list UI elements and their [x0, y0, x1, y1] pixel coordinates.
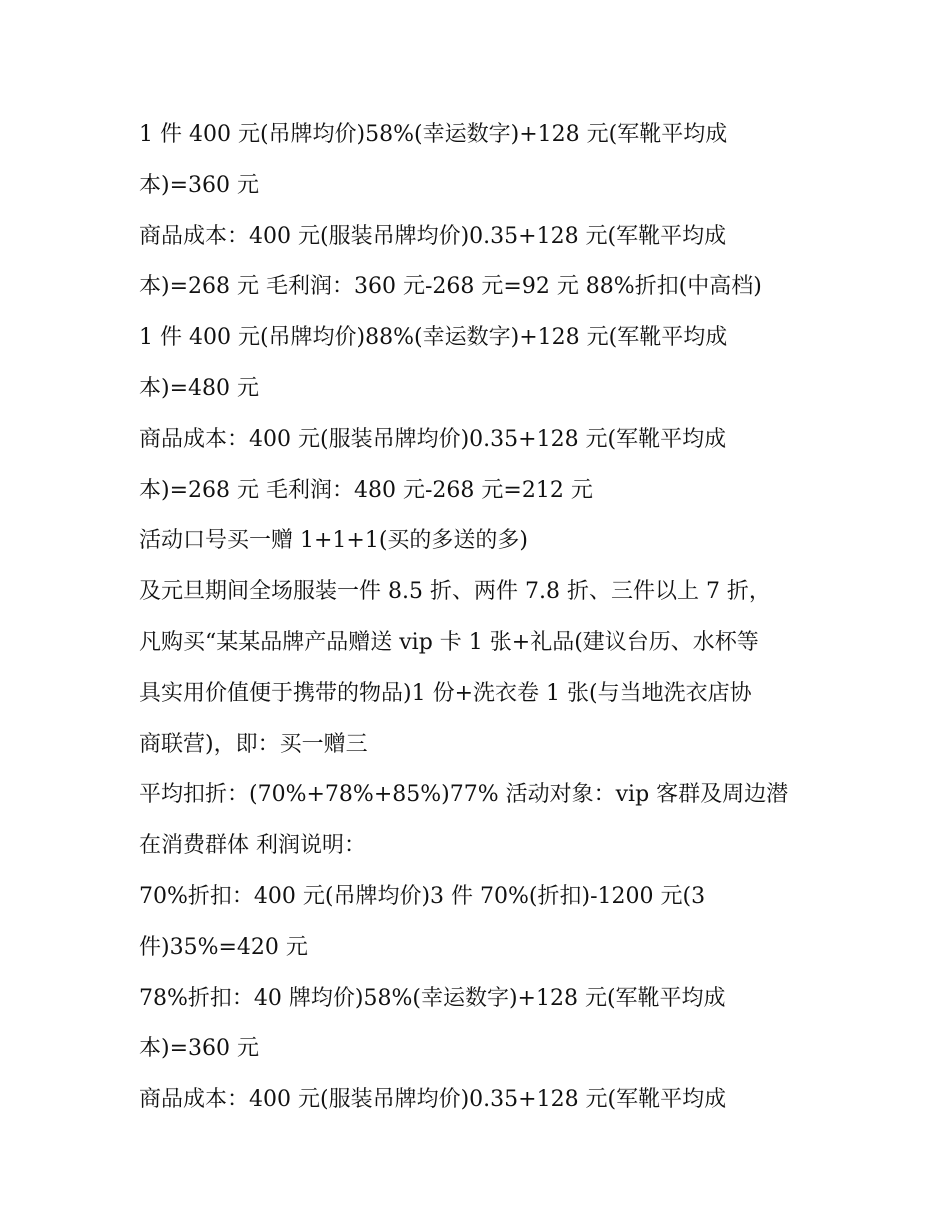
text-line-1: 1 件 400 元(吊牌均价)58%(幸运数字)+128 元(军靴平均成 [139, 122, 728, 147]
text-line-17: 件)35%=420 元 [139, 934, 308, 960]
text-line-20: 商品成本：400 元(服装吊牌均价)0.35+128 元(军靴平均成 [139, 1087, 727, 1113]
text-line-5: 1 件 400 元(吊牌均价)88%(幸运数字)+128 元(军靴平均成 [139, 325, 728, 351]
text-line-15: 在消费群体 利润说明： [139, 833, 366, 859]
text-line-8: 本)=268 元 毛利润：480 元-268 元=212 元 [139, 477, 593, 503]
text-line-19: 本)=360 元 [139, 1036, 260, 1062]
text-line-13: 商联营)，即：买一赠三 [139, 731, 368, 757]
text-line-6: 本)=480 元 [139, 375, 260, 401]
text-line-11: 凡购买“某某品牌产品赠送 vip 卡 1 张+礼品(建议台历、水杯等 [139, 629, 759, 655]
text-line-14: 平均扣折：(70%+78%+85%)77% 活动对象：vip 客群及周边潜 [139, 782, 789, 808]
text-line-2: 本)=360 元 [139, 172, 260, 198]
text-line-10: 及元旦期间全场服装一件 8.5 折、两件 7.8 折、三件以上 7 折， [139, 579, 771, 605]
document-body [139, 110, 839, 1126]
text-line-3: 商品成本：400 元(服装吊牌均价)0.35+128 元(军靴平均成 [139, 223, 727, 249]
text-line-16: 70%折扣：400 元(吊牌均价)3 件 70%(折扣)-1200 元(3 [139, 883, 706, 909]
text-line-12: 具实用价值便于携带的物品)1 份+洗衣卷 1 张(与当地洗衣店协 [139, 680, 752, 706]
text-line-7: 商品成本：400 元(服装吊牌均价)0.35+128 元(军靴平均成 [139, 426, 727, 452]
text-line-4: 本)=268 元 毛利润：360 元-268 元=92 元 88%折扣(中高档) [139, 274, 762, 300]
text-line-18: 78%折扣：40 牌均价)58%(幸运数字)+128 元(军靴平均成 [139, 985, 726, 1011]
text-line-9: 活动口号买一赠 1+1+1(买的多送的多) [139, 528, 529, 554]
